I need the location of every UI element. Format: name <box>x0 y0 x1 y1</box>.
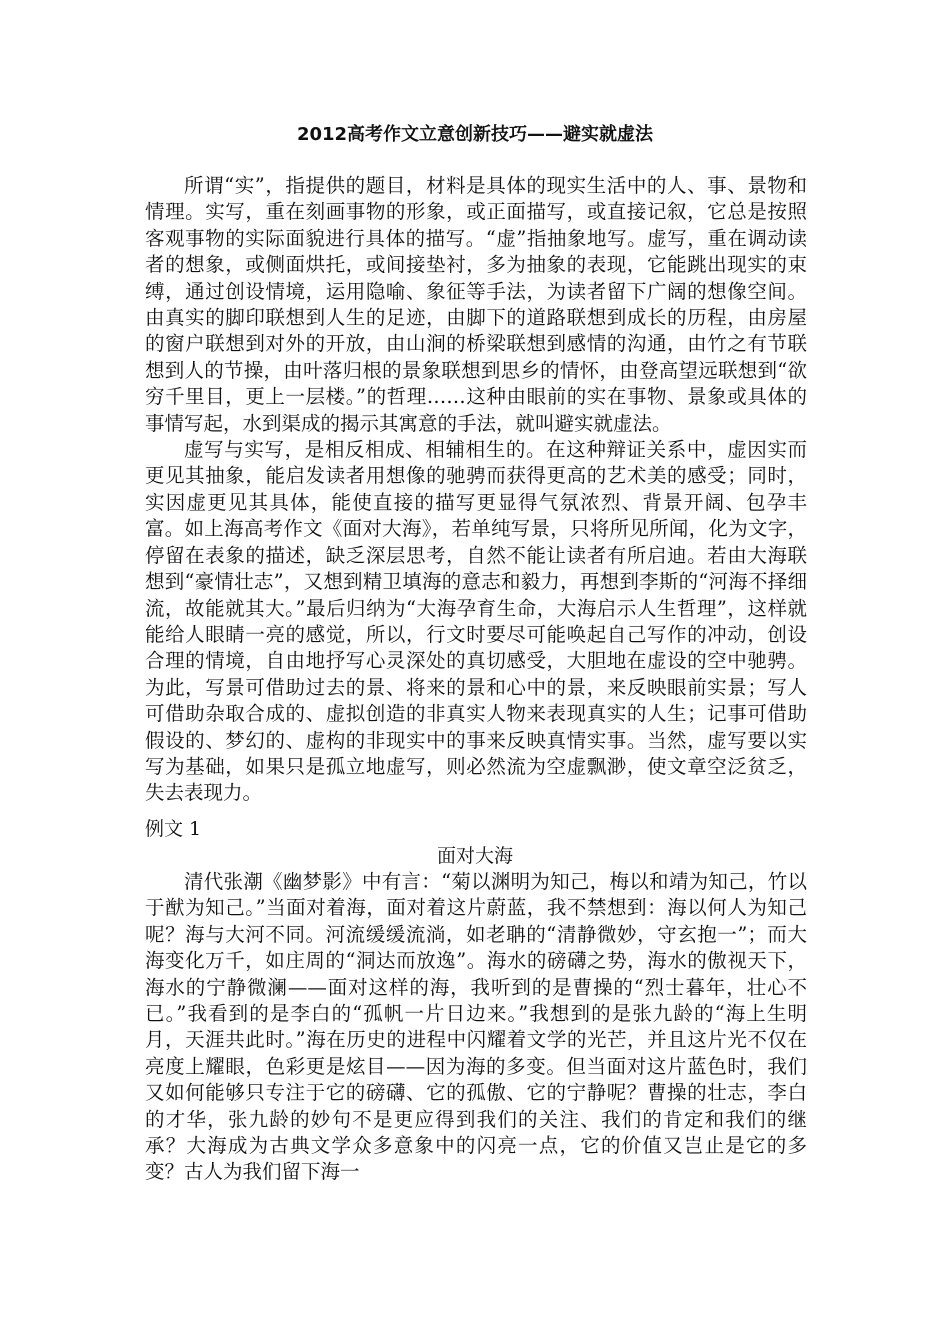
body-paragraph-2: 虚写与实写，是相反相成、相辅相生的。在这种辩证关系中，虚因实而更见其抽象，能启发读者用想像的驰骋而获得更高的艺术美的感受；同时，实因虚更见其具体，能使直接的描写更显得气氛浓烈、背景开阔、包孕丰富。如上海高考作文《面对大海》，若单纯写景，只将所见所闻，化为文字，停留在表象的描述，缺乏深层思考，自然不能让读者有所启迪。若由大海联想到“豪情壮志”，又想到精卫填海的意志和毅力，再想到李斯的“河海不择细流，故能就其大。”最后归纳为“大海孕育生命，大海启示人生哲理”，这样就能给人眼睛一亮的感觉，所以，行文时要尽可能唤起自己写作的冲动，创设合理的情境，自由地抒写心灵深处的真切感受，大胆地在虚设的空中驰骋。为此，写景可借助过去的景、将来的景和心中的景，来反映眼前实景；写人可借助杂取合成的、虚拟创造的非真实人物来表现真实的人生；记事可借助假设的、梦幻的、虚构的非现实中的事来反映真情实事。当然，虚写要以实写为基础，如果只是孤立地虚写，则必然流为空虚飘渺，使文章空泛贫乏，失去表现力。 <box>145 438 807 805</box>
essay-title: 面对大海 <box>436 845 513 867</box>
intro-section <box>145 173 807 807</box>
essay-section <box>145 869 807 1186</box>
body-paragraph-1: 所谓“实”，指提供的题目，材料是具体的现实生活中的人、事、景物和情理。实写，重在刻画事物的形象，或正面描写，或直接记叙，它总是按照客观事物的实际面貌进行具体的描写。“虚”指抽象地写。虚写，重在调动读者的想象，或侧面烘托，或间接垫衬，多为抽象的表现，它能跳出现实的束缚，通过创设情境，运用隐喻、象征等手法，为读者留下广阔的想像空间。由真实的脚印联想到人生的足迹，由脚下的道路联想到成长的历程，由房屋的窗户联想到对外的开放，由山涧的桥梁联想到感情的沟通，由竹之有节联想到人的节操，由叶落归根的景象联想到思乡的情怀，由登高望远联想到“欲穷千里目，更上一层楼。”的哲理……这种由眼前的实在事物、景象或具体的事情写起，水到渠成的揭示其寓意的手法，就叫避实就虚法。 <box>145 174 807 435</box>
example-label: 例文 1 <box>145 818 202 840</box>
essay-paragraph: 清代张潮《幽梦影》中有言：“菊以渊明为知己，梅以和靖为知己，竹以于猷为知己。”当面对着海，面对着这片蔚蓝，我不禁想到：海以何人为知己呢？海与大河不同。河流缓缓流淌，如老聃的“清静微妙，守玄抱一”；而大海变化万千，如庄周的“洞达而放逸”。海水的磅礴之势，海水的傲视天下，海水的宁静微澜——面对这样的海，我听到的是曹操的“烈士暮年，壮心不已。”我看到的是李白的“孤帆一片日边来。”我想到的是张九龄的“海上生明月，天涯共此时。”海在历史的进程中闪耀着文学的光芒，并且这片光不仅在亮度上耀眼，色彩更是炫目——因为海的多变。但当面对这片蓝色时，我们又如何能够只专注于它的磅礴、它的孤傲、它的宁静呢？曹操的壮志，李白的才华，张九龄的妙句不是更应得到我们的关注、我们的肯定和我们的继承？大海成为古典文学众多意象中的闪亮一点，它的价值又岂止是它的多变？古人为我们留下海一 <box>145 870 807 1184</box>
document-title: 2012高考作文立意创新技巧——避实就虚法 <box>296 124 654 145</box>
